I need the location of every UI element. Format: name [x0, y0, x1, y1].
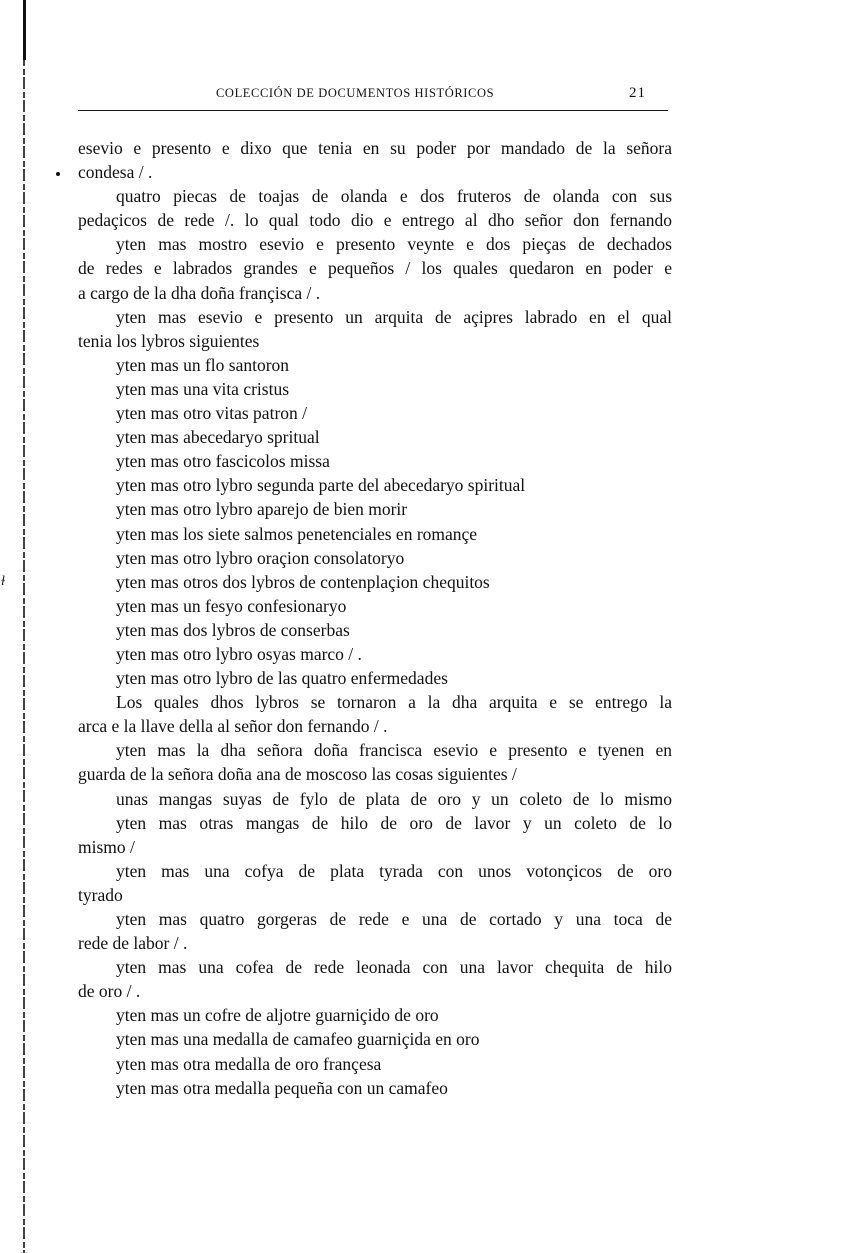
text-line: tyrado — [78, 884, 123, 905]
text-line: yten mas esevio e presento un arquita de açipres labrado en el qual — [116, 306, 672, 327]
scan-binding-edge — [23, 0, 25, 1253]
text-line: yten mas una vita cristus — [116, 378, 290, 399]
text-line: yten mas una medalla de camafeo guarniçida en oro — [116, 1029, 480, 1050]
page-number: 21 — [629, 85, 646, 101]
text-line: condesa / . — [78, 162, 153, 183]
scan-binding-edge-top — [23, 0, 26, 60]
text-line: arca e la llave della al señor don fernando / . — [78, 716, 388, 737]
text-line: de oro / . — [78, 981, 141, 1002]
text-line: yten mas otro lybro oraçion consolatoryo — [116, 547, 405, 568]
text-line: mismo / — [78, 836, 135, 857]
text-line: yten mas otro lybro aparejo de bien morir — [116, 499, 408, 520]
text-line: yten mas dos lybros de conserbas — [116, 619, 350, 640]
text-line: yten mas la dha señora doña francisca esevio e presento e tyenen en — [116, 740, 672, 761]
text-line: a cargo de la dha doña françisca / . — [78, 282, 321, 303]
text-line: yten mas los siete salmos penetenciales en romançe — [116, 523, 478, 544]
text-line: yten mas otros dos lybros de contenplaçion chequitos — [116, 571, 490, 592]
text-line: tenia los lybros siguientes — [78, 330, 260, 351]
text-line: yten mas quatro gorgeras de rede e una de cortado y una toca de — [116, 909, 672, 929]
text-line: yten mas otra medalla pequeña con un camafeo — [116, 1077, 448, 1098]
header-rule — [78, 110, 668, 111]
running-title: COLECCIÓN DE DOCUMENTOS HISTÓRICOS — [216, 86, 495, 100]
text-line: yten mas otras mangas de hilo de oro de lavor y un coleto de lo — [116, 812, 672, 833]
text-line: Los quales dhos lybros se tornaron a la dha arquita e se entrego la — [116, 692, 672, 713]
text-line: guarda de la señora doña ana de moscoso las cosas siguientes / — [78, 764, 517, 785]
text-line: unas mangas suyas de fylo de plata de oro y un coleto de lo mismo — [116, 788, 672, 809]
text-line: yten mas un cofre de aljotre guarniçido de oro — [116, 1005, 439, 1026]
text-line: yten mas otro vitas patron / — [116, 403, 308, 424]
margin-bullet-mark — [56, 172, 60, 176]
text-line: yten mas mostro esevio e presento veynte e dos pieças de dechados — [116, 234, 672, 255]
margin-pencil-mark: ɫ — [1, 574, 5, 589]
text-line: esevio e presento e dixo que tenia en su poder por mandado de la señora — [78, 138, 672, 158]
text-line: rede de labor / . — [78, 933, 188, 954]
text-line: quatro piecas de toajas de olanda e dos fruteros de olanda con sus — [116, 186, 672, 207]
running-head — [78, 84, 670, 110]
text-line: yten mas un fesyo confesionaryo — [116, 595, 347, 616]
text-line: yten mas un flo santoron — [116, 354, 290, 375]
text-line: yten mas otro lybro de las quatro enfermedades — [116, 668, 448, 689]
text-line: yten mas otro fascicolos missa — [116, 451, 330, 472]
text-line: yten mas abecedaryo spritual — [116, 427, 320, 448]
text-line: yten mas otro lybro segunda parte del abecedaryo spiritual — [116, 475, 526, 496]
text-line: yten mas una cofya de plata tyrada con unos votonçicos de oro — [116, 860, 672, 881]
text-line: yten mas una cofea de rede leonada con una lavor chequita de hilo — [116, 957, 672, 978]
text-line: pedaçicos de rede /. lo qual todo dio e entrego al dho señor don fernando — [78, 210, 672, 231]
text-line: yten mas otra medalla de oro françesa — [116, 1053, 382, 1074]
text-line: yten mas otro lybro osyas marco / . — [116, 643, 362, 664]
document-body — [78, 136, 672, 1100]
text-line: de redes e labrados grandes e pequeños / los quales quedaron en poder e — [78, 258, 672, 279]
